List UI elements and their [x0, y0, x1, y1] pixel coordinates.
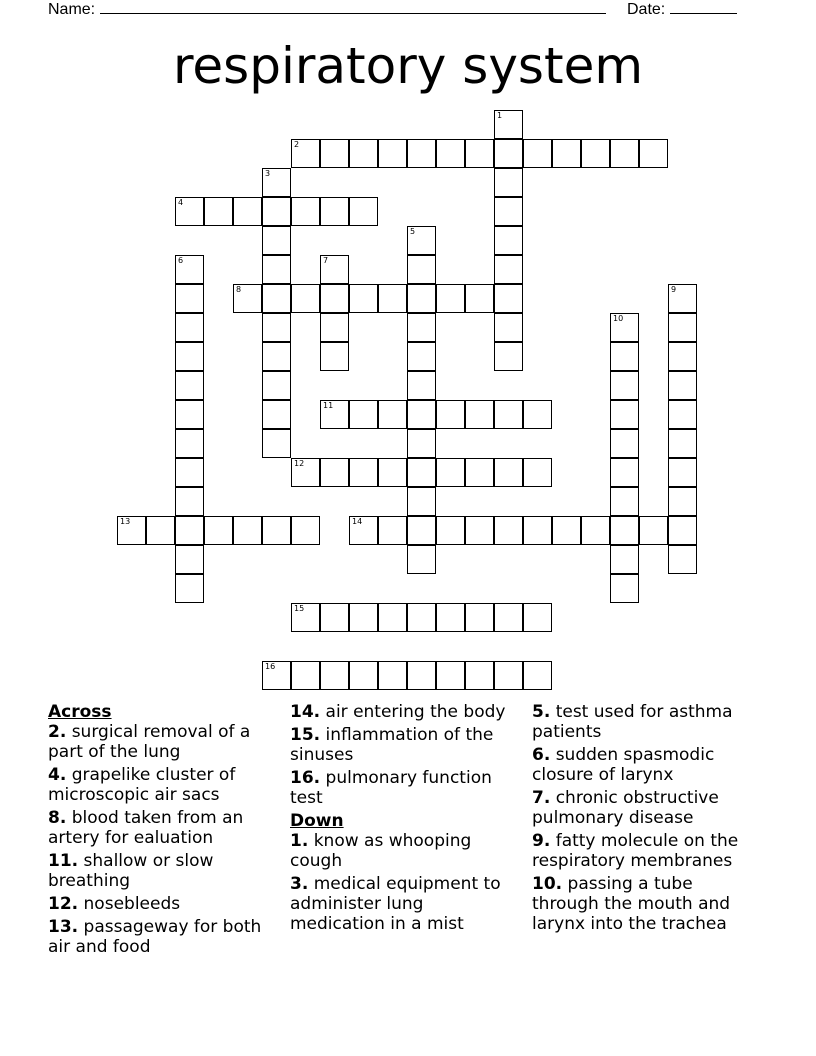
grid-cell[interactable]	[610, 487, 639, 516]
clue-number: 3	[265, 169, 271, 178]
clue-text: medical equipment to administer lung medication in a mist	[290, 874, 501, 934]
clue-number: 5	[410, 227, 416, 236]
grid-cell[interactable]	[465, 139, 494, 168]
clue-num: 11.	[48, 851, 79, 871]
grid-cell[interactable]	[262, 342, 291, 371]
grid-cell[interactable]	[407, 139, 436, 168]
clue-number: 9	[671, 285, 677, 294]
grid-cell[interactable]	[204, 197, 233, 226]
clue-item	[48, 722, 276, 762]
clue-text: nosebleeds	[83, 894, 181, 914]
grid-cell[interactable]	[668, 516, 697, 545]
grid-cell[interactable]	[146, 516, 175, 545]
grid-cell[interactable]	[262, 197, 291, 226]
clue-column-2	[290, 702, 518, 937]
grid-cell[interactable]	[436, 400, 465, 429]
grid-cell[interactable]	[494, 197, 523, 226]
clue-item	[290, 768, 518, 808]
grid-cell[interactable]	[407, 255, 436, 284]
clue-item	[532, 788, 762, 828]
grid-cell[interactable]	[291, 197, 320, 226]
clue-number: 7	[323, 256, 329, 265]
grid-cell[interactable]	[175, 545, 204, 574]
grid-cell[interactable]	[262, 400, 291, 429]
grid-cell[interactable]	[494, 284, 523, 313]
grid-cell[interactable]	[262, 371, 291, 400]
grid-cell[interactable]	[320, 342, 349, 371]
grid-cell[interactable]	[610, 516, 639, 545]
grid-cell[interactable]	[262, 661, 291, 690]
grid-cell[interactable]	[668, 458, 697, 487]
grid-cell[interactable]	[494, 168, 523, 197]
clue-item	[48, 917, 276, 957]
grid-cell[interactable]	[610, 458, 639, 487]
clue-num: 5.	[532, 702, 551, 722]
grid-cell[interactable]	[233, 197, 262, 226]
grid-cell[interactable]	[175, 255, 204, 284]
grid-cell[interactable]	[378, 458, 407, 487]
clue-num: 3.	[290, 874, 309, 894]
grid-cell[interactable]	[523, 139, 552, 168]
grid-cell[interactable]	[610, 574, 639, 603]
grid-cell[interactable]	[320, 284, 349, 313]
grid-cell[interactable]	[552, 139, 581, 168]
grid-cell[interactable]	[407, 284, 436, 313]
grid-cell[interactable]	[523, 661, 552, 690]
grid-cell[interactable]	[581, 516, 610, 545]
grid-cell[interactable]	[349, 197, 378, 226]
grid-cell[interactable]	[610, 400, 639, 429]
clue-item	[532, 874, 762, 934]
grid-cell[interactable]	[291, 139, 320, 168]
grid-cell[interactable]	[494, 516, 523, 545]
clue-num: 6.	[532, 745, 551, 765]
grid-cell[interactable]	[291, 284, 320, 313]
clue-text: passing a tube through the mouth and larynx into the trachea	[532, 874, 731, 934]
grid-cell[interactable]	[610, 429, 639, 458]
grid-cell[interactable]	[349, 139, 378, 168]
clue-text: grapelike cluster of microscopic air sacs	[48, 765, 236, 805]
clue-item	[290, 725, 518, 765]
clue-number: 14	[352, 517, 363, 526]
clue-number: 10	[613, 314, 624, 323]
clue-column-1	[48, 702, 276, 960]
grid-cell[interactable]	[204, 516, 233, 545]
grid-cell[interactable]	[378, 400, 407, 429]
grid-cell[interactable]	[262, 226, 291, 255]
grid-cell[interactable]	[465, 458, 494, 487]
clue-item	[48, 765, 276, 805]
grid-cell[interactable]	[494, 226, 523, 255]
grid-cell[interactable]	[320, 139, 349, 168]
clue-num: 15.	[290, 725, 321, 745]
grid-cell[interactable]	[378, 139, 407, 168]
grid-cell[interactable]	[262, 284, 291, 313]
grid-cell[interactable]	[407, 342, 436, 371]
grid-cell[interactable]	[523, 516, 552, 545]
clue-num: 8.	[48, 808, 67, 828]
clue-text: surgical removal of a part of the lung	[48, 722, 251, 762]
grid-cell[interactable]	[407, 516, 436, 545]
clue-item	[532, 745, 762, 785]
grid-cell[interactable]	[349, 400, 378, 429]
clue-text: shallow or slow breathing	[48, 851, 214, 891]
grid-cell[interactable]	[175, 487, 204, 516]
grid-cell[interactable]	[407, 400, 436, 429]
clue-text: know as whooping cough	[290, 831, 472, 871]
grid-cell[interactable]	[668, 342, 697, 371]
grid-cell[interactable]	[668, 313, 697, 342]
grid-cell[interactable]	[639, 516, 668, 545]
grid-cell[interactable]	[175, 197, 204, 226]
grid-cell[interactable]	[436, 603, 465, 632]
grid-cell[interactable]	[436, 661, 465, 690]
clue-number: 1	[497, 111, 503, 120]
grid-cell[interactable]	[349, 516, 378, 545]
grid-cell[interactable]	[117, 516, 146, 545]
clue-item	[48, 894, 276, 914]
grid-cell[interactable]	[262, 255, 291, 284]
clue-num: 2.	[48, 722, 67, 742]
grid-cell[interactable]	[407, 545, 436, 574]
grid-cell[interactable]	[320, 313, 349, 342]
clue-num: 12.	[48, 894, 79, 914]
grid-cell[interactable]	[494, 110, 523, 139]
clue-num: 13.	[48, 917, 79, 937]
clue-num: 14.	[290, 702, 321, 722]
grid-cell[interactable]	[175, 371, 204, 400]
clue-text: passageway for both air and food	[48, 917, 262, 957]
clue-number: 2	[294, 140, 300, 149]
grid-cell[interactable]	[320, 255, 349, 284]
grid-cell[interactable]	[610, 139, 639, 168]
grid-cell[interactable]	[378, 603, 407, 632]
clue-number: 11	[323, 401, 334, 410]
grid-cell[interactable]	[610, 313, 639, 342]
grid-cell[interactable]	[523, 400, 552, 429]
grid-cell[interactable]	[494, 458, 523, 487]
grid-cell[interactable]	[378, 516, 407, 545]
clue-item	[290, 874, 518, 934]
clue-number: 16	[265, 662, 276, 671]
grid-cell[interactable]	[407, 226, 436, 255]
grid-cell[interactable]	[407, 487, 436, 516]
grid-cell[interactable]	[291, 516, 320, 545]
clue-num: 9.	[532, 831, 551, 851]
grid-cell[interactable]	[233, 284, 262, 313]
clue-num: 1.	[290, 831, 309, 851]
clue-num: 7.	[532, 788, 551, 808]
grid-cell[interactable]	[668, 487, 697, 516]
grid-cell[interactable]	[233, 516, 262, 545]
grid-cell[interactable]	[494, 603, 523, 632]
grid-cell[interactable]	[436, 516, 465, 545]
grid-cell[interactable]	[436, 458, 465, 487]
grid-cell[interactable]	[494, 313, 523, 342]
grid-cell[interactable]	[349, 661, 378, 690]
grid-cell[interactable]	[175, 574, 204, 603]
grid-cell[interactable]	[523, 603, 552, 632]
clue-text: inflammation of the sinuses	[290, 725, 494, 765]
grid-cell[interactable]	[378, 661, 407, 690]
grid-cell[interactable]	[349, 284, 378, 313]
grid-cell[interactable]	[262, 429, 291, 458]
grid-cell[interactable]	[668, 371, 697, 400]
grid-cell[interactable]	[494, 342, 523, 371]
grid-cell[interactable]	[175, 458, 204, 487]
clue-text: pulmonary function test	[290, 768, 492, 808]
grid-cell[interactable]	[494, 661, 523, 690]
grid-cell[interactable]	[465, 284, 494, 313]
grid-cell[interactable]	[494, 139, 523, 168]
clue-item	[290, 831, 518, 871]
clue-num: 4.	[48, 765, 67, 785]
clue-number: 12	[294, 459, 305, 468]
grid-cell[interactable]	[552, 516, 581, 545]
grid-cell[interactable]	[465, 661, 494, 690]
grid-cell[interactable]	[262, 313, 291, 342]
clue-number: 6	[178, 256, 184, 265]
clue-item	[48, 808, 276, 848]
grid-cell[interactable]	[320, 661, 349, 690]
grid-cell[interactable]	[407, 458, 436, 487]
grid-cell[interactable]	[465, 603, 494, 632]
grid-cell[interactable]	[407, 313, 436, 342]
clue-item	[290, 702, 518, 722]
grid-cell[interactable]	[291, 603, 320, 632]
grid-cell[interactable]	[320, 197, 349, 226]
clue-text: test used for asthma patients	[532, 702, 733, 742]
across-heading: Across	[48, 702, 112, 722]
grid-cell[interactable]	[175, 313, 204, 342]
clue-text: air entering the body	[325, 702, 506, 722]
down-heading: Down	[290, 811, 344, 831]
grid-cell[interactable]	[639, 139, 668, 168]
clue-item	[532, 702, 762, 742]
grid-cell[interactable]	[291, 458, 320, 487]
grid-cell[interactable]	[320, 603, 349, 632]
clue-text: blood taken from an artery for ealuation	[48, 808, 244, 848]
clue-column-3	[532, 702, 762, 937]
clue-text: chronic obstructive pulmonary disease	[532, 788, 719, 828]
grid-cell[interactable]	[175, 284, 204, 313]
grid-cell[interactable]	[465, 516, 494, 545]
grid-cell[interactable]	[465, 400, 494, 429]
grid-cell[interactable]	[320, 400, 349, 429]
page-title: respiratory system	[172, 37, 644, 95]
clue-num: 10.	[532, 874, 563, 894]
grid-cell[interactable]	[668, 429, 697, 458]
grid-cell[interactable]	[378, 284, 407, 313]
grid-cell[interactable]	[291, 661, 320, 690]
grid-cell[interactable]	[610, 371, 639, 400]
grid-cell[interactable]	[407, 371, 436, 400]
date-label: Date:	[627, 1, 666, 18]
grid-cell[interactable]	[320, 458, 349, 487]
grid-cell[interactable]	[436, 139, 465, 168]
grid-cell[interactable]	[581, 139, 610, 168]
grid-cell[interactable]	[610, 342, 639, 371]
grid-cell[interactable]	[175, 342, 204, 371]
grid-cell[interactable]	[407, 661, 436, 690]
grid-cell[interactable]	[523, 458, 552, 487]
grid-cell[interactable]	[494, 255, 523, 284]
clue-number: 13	[120, 517, 131, 526]
grid-cell[interactable]	[175, 400, 204, 429]
grid-cell[interactable]	[668, 284, 697, 313]
grid-cell[interactable]	[494, 400, 523, 429]
clue-number: 4	[178, 198, 184, 207]
grid-cell[interactable]	[610, 545, 639, 574]
grid-cell[interactable]	[407, 603, 436, 632]
clue-number: 15	[294, 604, 305, 613]
clue-num: 16.	[290, 768, 321, 788]
grid-cell[interactable]	[349, 458, 378, 487]
grid-cell[interactable]	[668, 400, 697, 429]
grid-cell[interactable]	[407, 429, 436, 458]
grid-cell[interactable]	[175, 516, 204, 545]
clue-item	[532, 831, 762, 871]
name-label: Name:	[48, 1, 96, 18]
grid-cell[interactable]	[262, 516, 291, 545]
clue-text: fatty molecule on the respiratory membranes	[532, 831, 739, 871]
clue-number: 8	[236, 285, 242, 294]
grid-cell[interactable]	[175, 429, 204, 458]
grid-cell[interactable]	[262, 168, 291, 197]
grid-cell[interactable]	[668, 545, 697, 574]
grid-cell[interactable]	[436, 284, 465, 313]
clue-text: sudden spasmodic closure of larynx	[532, 745, 715, 785]
clue-item	[48, 851, 276, 891]
grid-cell[interactable]	[349, 603, 378, 632]
